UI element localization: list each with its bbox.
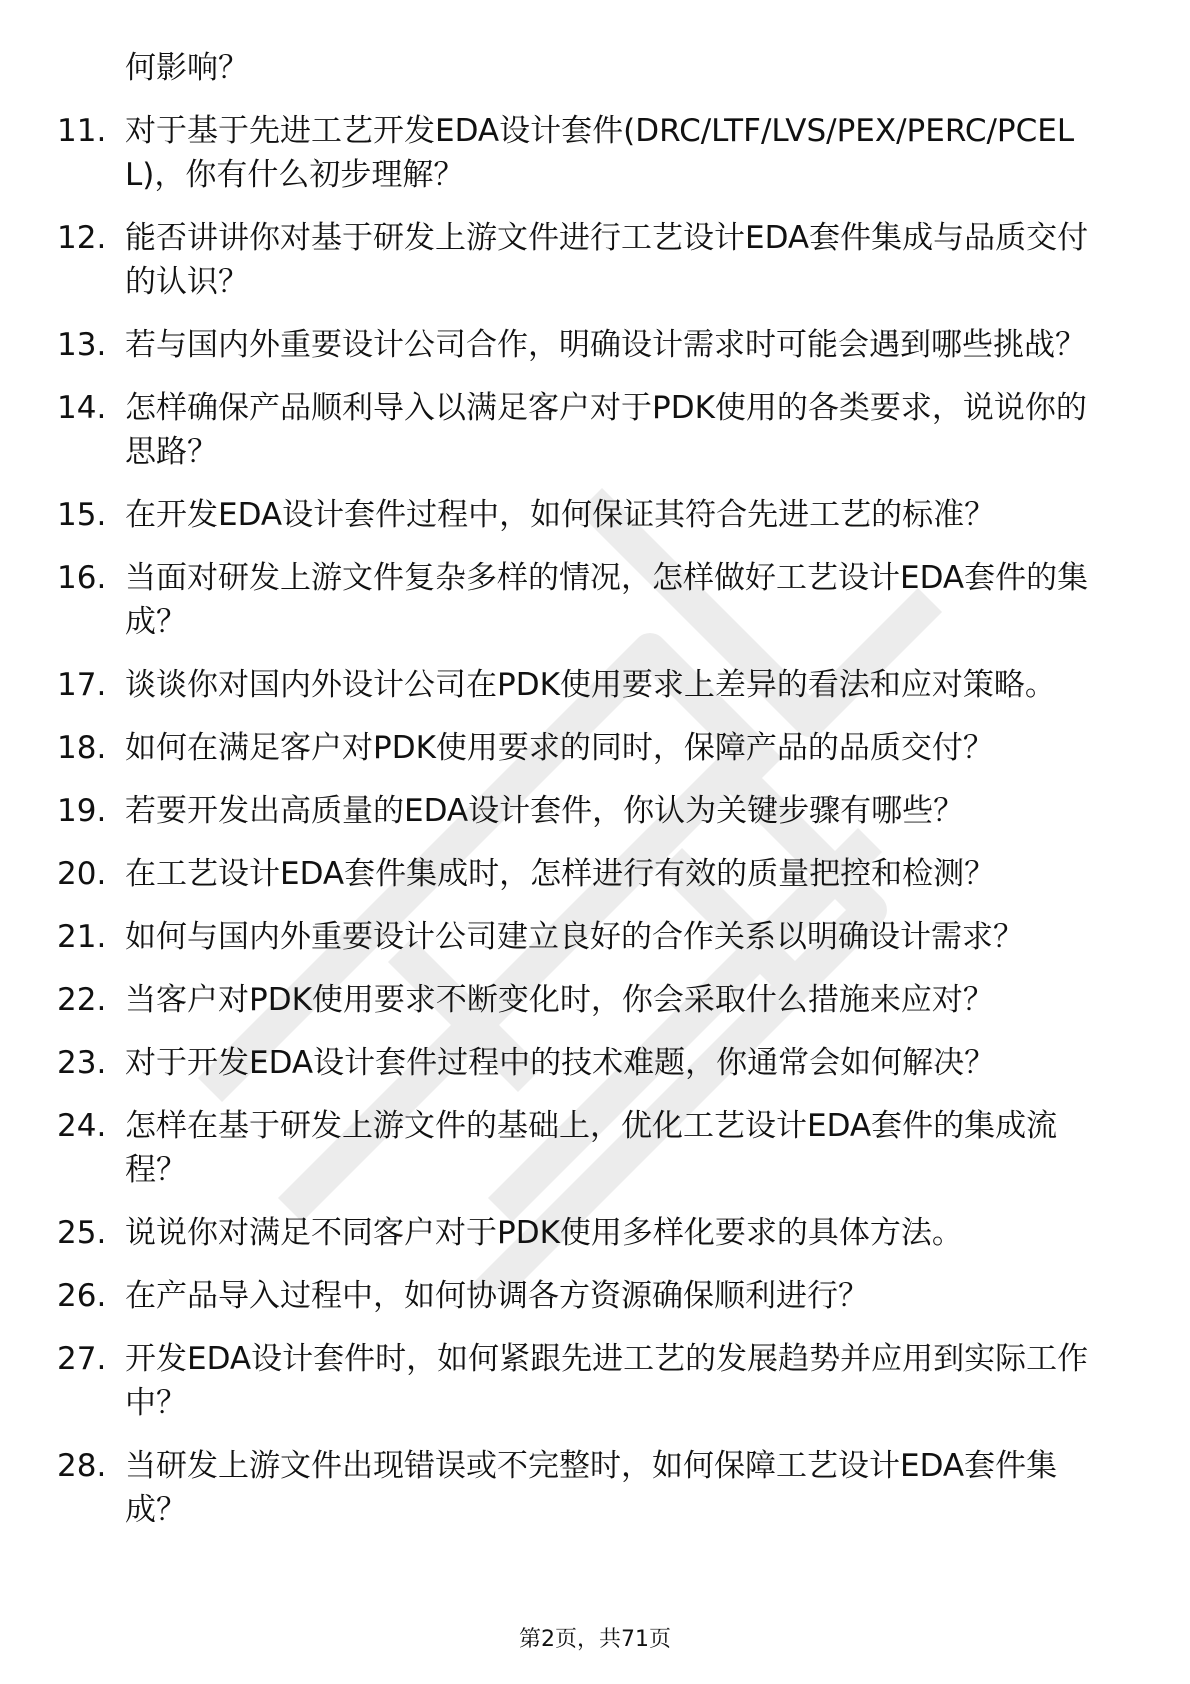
question-text: 若与国内外重要设计公司合作，明确设计需求时可能会遇到哪些挑战？: [125, 327, 1086, 363]
question-number: 20.: [57, 856, 107, 892]
question-list: [57, 46, 1117, 1551]
question-text: 在工艺设计EDA套件集成时，怎样进行有效的质量把控和检测？: [125, 856, 996, 892]
list-item: [57, 978, 1117, 1022]
question-text: 在开发EDA设计套件过程中，如何保证其符合先进工艺的标准？: [125, 497, 996, 533]
question-text: 如何在满足客户对PDK使用要求的同时，保障产品的品质交付？: [125, 730, 994, 766]
list-item: [57, 789, 1117, 833]
question-text: 如何与国内外重要设计公司建立良好的合作关系以明确设计需求？: [125, 919, 1024, 955]
list-item: [57, 1337, 1117, 1425]
list-item: [57, 1211, 1117, 1255]
question-number: 27.: [57, 1341, 107, 1377]
question-number: 22.: [57, 982, 107, 1018]
list-item: [57, 323, 1117, 367]
list-item: [57, 852, 1117, 896]
list-item: [57, 109, 1117, 197]
question-text: 当客户对PDK使用要求不断变化时，你会采取什么措施来应对？: [125, 982, 994, 1018]
list-item: [57, 915, 1117, 959]
list-item: [57, 493, 1117, 537]
list-item: [57, 1041, 1117, 1085]
list-item: [57, 663, 1117, 707]
question-number: 14.: [57, 390, 107, 426]
question-number: 13.: [57, 327, 107, 363]
question-number: 11.: [57, 113, 107, 149]
list-item: [57, 216, 1117, 304]
list-item: [57, 1104, 1117, 1192]
question-number: 28.: [57, 1448, 107, 1484]
question-text: 对于基于先进工艺开发EDA设计套件(DRC/LTF/LVS/PEX/PERC/PCELL)，你有什么初步理解？: [125, 113, 1075, 193]
question-text: 对于开发EDA设计套件过程中的技术难题，你通常会如何解决？: [125, 1045, 996, 1081]
question-number: 23.: [57, 1045, 107, 1081]
question-number: 18.: [57, 730, 107, 766]
question-text: 开发EDA设计套件时，如何紧跟先进工艺的发展趋势并应用到实际工作中？: [125, 1341, 1089, 1421]
list-item: [57, 1274, 1117, 1318]
question-text: 怎样在基于研发上游文件的基础上，优化工艺设计EDA套件的集成流程？: [125, 1108, 1058, 1188]
list-item: [57, 726, 1117, 770]
page-footer: 第2页，共71页: [519, 1627, 671, 1652]
list-item: [57, 556, 1117, 644]
question-number: 21.: [57, 919, 107, 955]
list-item: [57, 386, 1117, 474]
question-text: 能否讲讲你对基于研发上游文件进行工艺设计EDA套件集成与品质交付的认识？: [125, 220, 1089, 300]
question-text: 谈谈你对国内外设计公司在PDK使用要求上差异的看法和应对策略。: [125, 667, 1056, 703]
continuation-text: 何影响？: [125, 50, 249, 86]
question-number: 12.: [57, 220, 107, 256]
questions-container: [57, 109, 1117, 1532]
question-text: 当研发上游文件出现错误或不完整时，如何保障工艺设计EDA套件集成？: [125, 1448, 1058, 1528]
question-number: 16.: [57, 560, 107, 596]
list-item: [57, 1444, 1117, 1532]
question-number: 15.: [57, 497, 107, 533]
question-text: 说说你对满足不同客户对于PDK使用多样化要求的具体方法。: [125, 1215, 963, 1251]
question-text: 在产品导入过程中，如何协调各方资源确保顺利进行？: [125, 1278, 869, 1314]
question-text: 若要开发出高质量的EDA设计套件，你认为关键步骤有哪些？: [125, 793, 965, 829]
question-number: 24.: [57, 1108, 107, 1144]
question-number: 26.: [57, 1278, 107, 1314]
question-number: 25.: [57, 1215, 107, 1251]
question-text: 怎样确保产品顺利导入以满足客户对于PDK使用的各类要求，说说你的思路？: [125, 390, 1087, 470]
question-number: 19.: [57, 793, 107, 829]
question-text: 当面对研发上游文件复杂多样的情况，怎样做好工艺设计EDA套件的集成？: [125, 560, 1089, 640]
question-number: 17.: [57, 667, 107, 703]
